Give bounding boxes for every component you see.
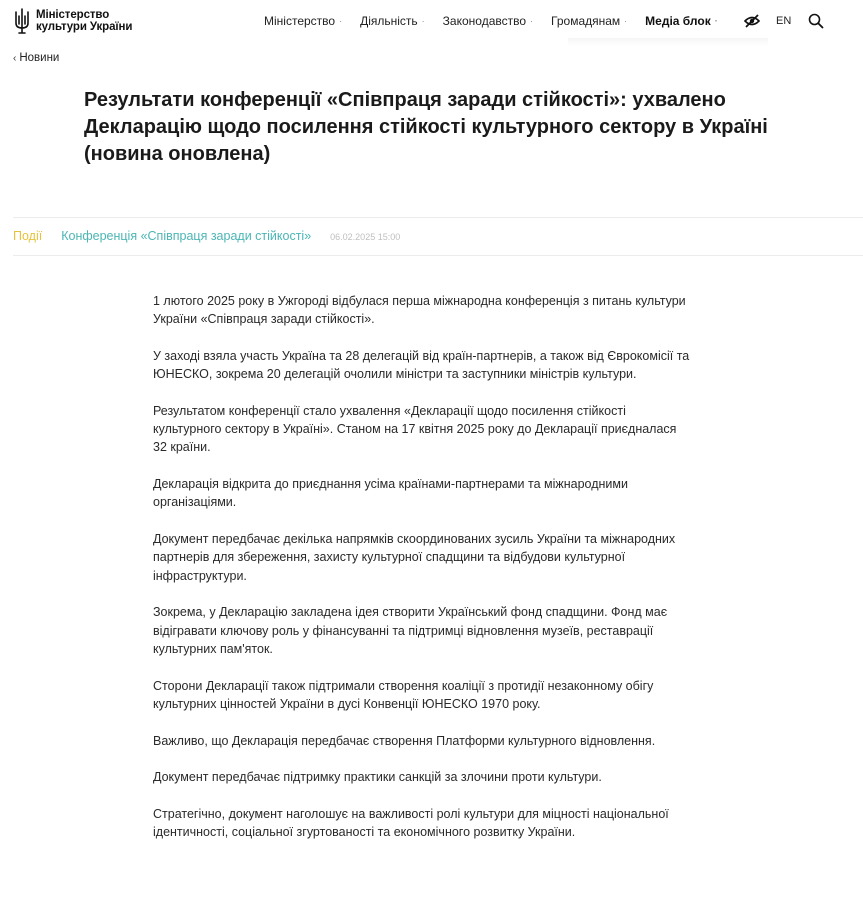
article-meta (13, 229, 400, 243)
chevron-left-icon: ‹ (13, 52, 17, 64)
nav-label: Законодавство (442, 14, 527, 28)
breadcrumb-news-link[interactable]: Новини (19, 52, 60, 64)
dropdown-dot-icon: · (530, 16, 534, 26)
nav-hover-shadow (568, 38, 768, 46)
article-paragraph: У заході взяла участь Україна та 28 делегацій від країн-партнерів, а також від Єврокомісії та ЮНЕСКО, зокрема 20 делегацій очолили міністри та заступники міністрів культури. (153, 349, 690, 382)
publish-date: 06.02.2025 15:00 (330, 232, 401, 242)
article-paragraph: Декларація відкрита до приєднання усіма країнами-партнерами та міжнародними організаціями. (153, 477, 628, 510)
divider (13, 217, 863, 218)
search-icon[interactable] (808, 13, 824, 29)
article-paragraph: Документ передбачає підтримку практики санкцій за злочини проти культури. (153, 770, 602, 785)
nav-item-media[interactable] (645, 14, 718, 28)
nav-item-legislation[interactable] (443, 14, 533, 28)
logo-line-1: Міністерство (36, 9, 110, 21)
article-paragraph: Результатом конференції стало ухвалення «Декларації щодо посилення стійкості культурного сектору в Україні». Станом на 17 квітня 2025 року до Декларації приєдналася 32 країни. (153, 404, 677, 455)
breadcrumb[interactable] (13, 52, 59, 64)
language-switch[interactable]: EN (776, 15, 792, 27)
article-body (153, 292, 693, 860)
dropdown-dot-icon: · (624, 16, 628, 26)
site-header (0, 0, 863, 44)
main-nav (264, 14, 736, 28)
article-paragraph: 1 лютого 2025 року в Ужгороді відбулася перша міжнародна конференція з питань культури України «Співпраця заради стійкості». (153, 294, 686, 327)
dropdown-dot-icon: · (339, 16, 343, 26)
nav-label: Міністерство (264, 14, 336, 28)
site-logo[interactable] (13, 8, 132, 34)
tag-link[interactable]: Конференція «Співпраця заради стійкості» (61, 229, 312, 243)
logo-text (36, 9, 132, 33)
eye-slash-icon[interactable] (744, 14, 760, 28)
article-paragraph: Документ передбачає декілька напрямків скоординованих зусиль України та міжнародних партнерів для збереження, захисту культурної спадщини та відбудови культурної інфраструктури. (153, 532, 676, 583)
divider (13, 255, 863, 256)
nav-item-activity[interactable] (360, 14, 425, 28)
article-paragraph: Важливо, що Декларація передбачає створення Платформи культурного відновлення. (153, 733, 656, 748)
nav-item-citizens[interactable] (551, 14, 627, 28)
nav-item-ministry[interactable] (264, 14, 342, 28)
article-paragraph: Стратегічно, документ наголошує на важливості ролі культури для міцності національної ідентичності, соціальної згуртованості та економічного розвитку України. (153, 807, 669, 840)
dropdown-dot-icon: · (421, 16, 425, 26)
article-paragraph: Зокрема, у Декларацію закладена ідея створити Український фонд спадщини. Фонд має відігравати ключову роль у фінансуванні та підтримці відновлення музеїв, реставрації культурних пам'яток. (153, 605, 668, 656)
nav-label: Медіа блок (645, 14, 711, 28)
dropdown-dot-icon: · (714, 16, 718, 26)
category-link[interactable]: Події (13, 229, 43, 243)
article-paragraph: Сторони Декларації також підтримали створення коаліції з протидії незаконному обігу культурних цінностей України в дусі Конвенції ЮНЕСКО 1970 року. (153, 678, 654, 711)
page-title: Результати конференції «Співпраця заради стійкості»: ухвалено Декларацію щодо посилення стійкості культурного сектору в Україні (новина оновлена) (84, 89, 768, 165)
logo-line-2: культури України (36, 21, 133, 33)
trident-icon (13, 8, 31, 34)
nav-label: Діяльність (360, 14, 418, 28)
nav-label: Громадянам (551, 14, 621, 28)
